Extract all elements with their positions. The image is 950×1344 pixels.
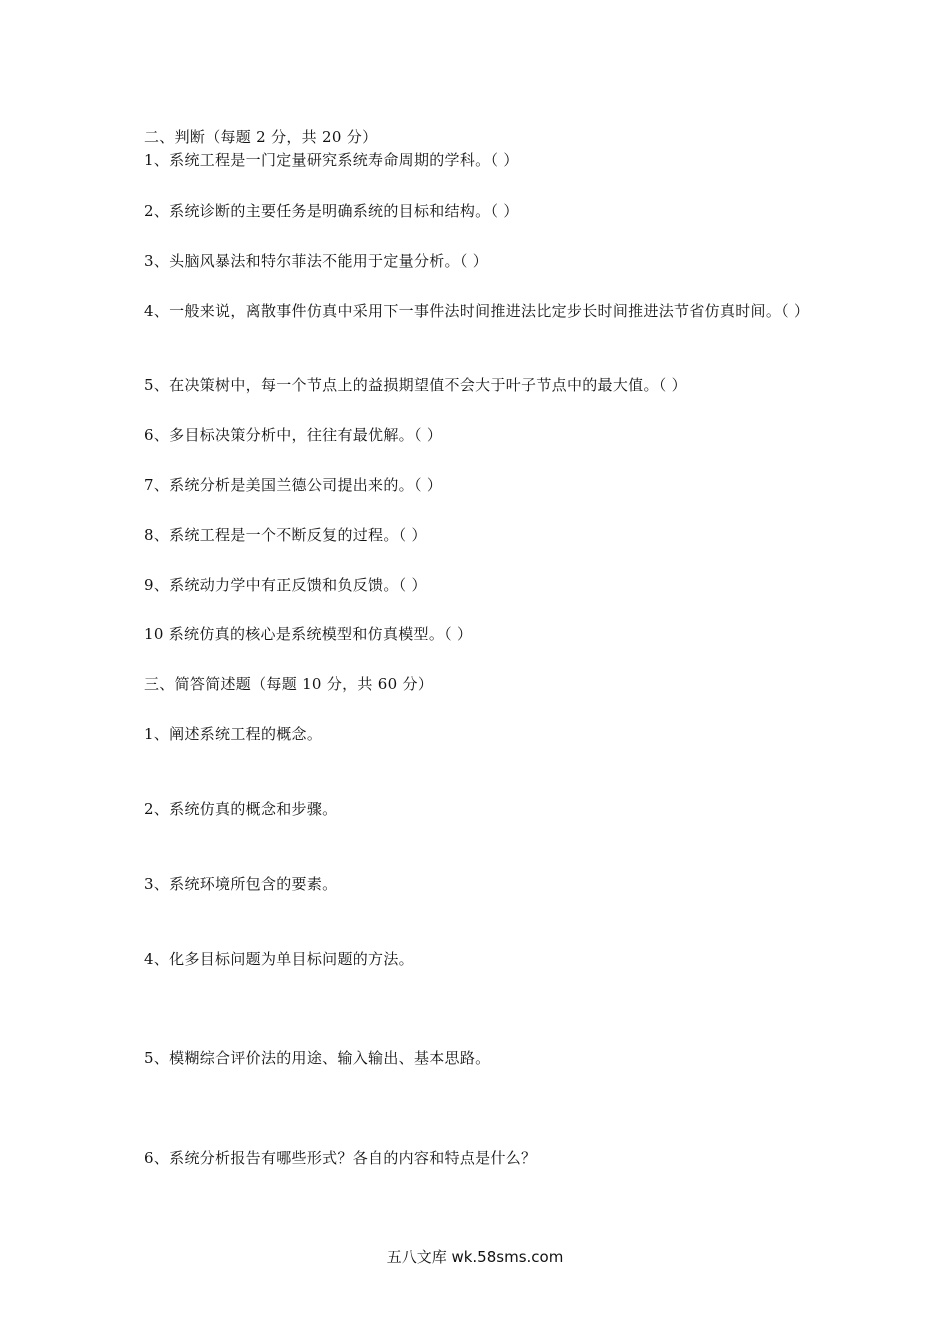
question-3-1: 1、阐述系统工程的概念。 bbox=[144, 725, 323, 743]
question-3-5: 5、模糊综合评价法的用途、输入输出、基本思路。 bbox=[144, 1049, 491, 1067]
question-2-8: 8、系统工程是一个不断反复的过程。（ ） bbox=[144, 526, 427, 544]
section-2-heading: 二、判断（每题 2 分，共 20 分） bbox=[144, 128, 378, 146]
question-2-9: 9、系统动力学中有正反馈和负反馈。（ ） bbox=[144, 576, 427, 594]
question-2-3: 3、头脑风暴法和特尔菲法不能用于定量分析。（ ） bbox=[144, 252, 489, 270]
question-2-4: 4、一般来说，离散事件仿真中采用下一事件法时间推进法比定步长时间推进法节省仿真时间。（ ） bbox=[144, 302, 810, 320]
footer-watermark: 五八文库 wk.58sms.com bbox=[386, 1248, 564, 1266]
question-2-7: 7、系统分析是美国兰德公司提出来的。（ ） bbox=[144, 476, 443, 494]
question-3-3: 3、系统环境所包含的要素。 bbox=[144, 875, 338, 893]
question-2-2: 2、系统诊断的主要任务是明确系统的目标和结构。（ ） bbox=[144, 202, 519, 220]
question-2-6: 6、多目标决策分析中，往往有最优解。（ ） bbox=[144, 426, 443, 444]
question-2-10: 10 系统仿真的核心是系统模型和仿真模型。（ ） bbox=[144, 625, 473, 643]
question-2-1: 1、系统工程是一门定量研究系统寿命周期的学科。（ ） bbox=[144, 151, 519, 169]
question-2-5: 5、在决策树中，每一个节点上的益损期望值不会大于叶子节点中的最大值。（ ） bbox=[144, 376, 687, 394]
question-3-6: 6、系统分析报告有哪些形式？各自的内容和特点是什么？ bbox=[144, 1149, 537, 1167]
question-3-2: 2、系统仿真的概念和步骤。 bbox=[144, 800, 338, 818]
section-3-heading: 三、简答简述题（每题 10 分，共 60 分） bbox=[144, 675, 434, 693]
question-3-4: 4、化多目标问题为单目标问题的方法。 bbox=[144, 950, 414, 968]
